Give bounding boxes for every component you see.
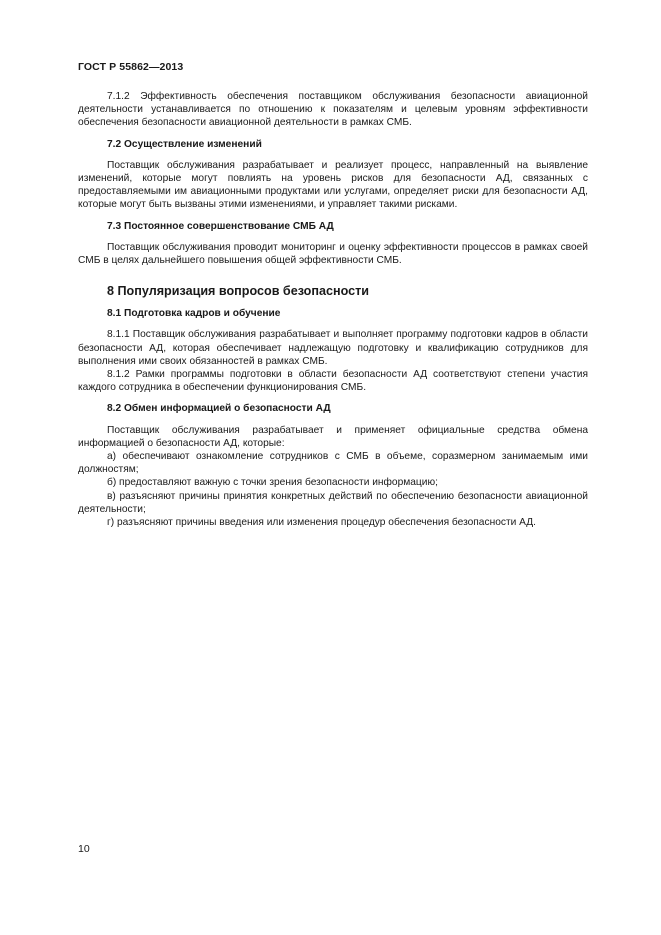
heading-8-1: 8.1 Подготовка кадров и обучение [107, 308, 281, 320]
heading-section-8: 8 Популяризация вопросов безопасности [107, 284, 370, 299]
standard-designation: ГОСТ Р 55862—2013 [78, 61, 184, 73]
list-item-b: б) предоставляют важную с точки зрения безопасности информацию; [107, 477, 438, 489]
paragraph-7-2: Поставщик обслуживания разрабатывает и реализует процесс, направленный на выявление изменений, которые могут повлиять на уровень рисков для безопасности АД, связанных с предоставляемыми им авиационными продуктами или услугами, определяет риски для безопасности АД, которые могут быть вызваны этими изменениями, и управляет такими рисками. [78, 159, 588, 211]
paragraph-7-3: Поставщик обслуживания проводит мониторинг и оценку эффективности процессов в рамках своей СМБ в целях дальнейшего повышения общей эффективности СМБ. [78, 241, 588, 267]
paragraph-7-1-2: 7.1.2 Эффективность обеспечения поставщиком обслуживания безопасности авиационной деятельности устанавливается по отношению к показателям и целевым уровням эффективности обеспечения безопасности авиационной деятельности в рамках СМБ. [78, 91, 588, 129]
paragraph-8-2: Поставщик обслуживания разрабатывает и применяет официальные средства обмена информацией о безопасности АД, которые: [78, 424, 588, 449]
paragraph-8-1-2: 8.1.2 Рамки программы подготовки в области безопасности АД соответствуют степени участия каждого сотрудника в обеспечении функционирования СМБ. [78, 369, 588, 394]
list-item-a: а) обеспечивают ознакомление сотрудников с СМБ в объеме, соразмерном занимаемым ими должностям; [78, 451, 588, 476]
heading-8-2: 8.2 Обмен информацией о безопасности АД [107, 403, 331, 415]
list-item-g: г) разъясняют причины введения или изменения процедур обеспечения безопасности АД. [107, 517, 537, 529]
page-number: 10 [78, 843, 90, 855]
heading-7-3: 7.3 Постоянное совершенствование СМБ АД [107, 220, 334, 232]
heading-7-2: 7.2 Осуществление изменений [107, 138, 262, 150]
list-item-v: в) разъясняют причины принятия конкретных действий по обеспечению безопасности авиационной деятельности; [78, 490, 588, 515]
paragraph-8-1-1: 8.1.1 Поставщик обслуживания разрабатывает и выполняет программу подготовки кадров в области безопасности АД, которая обеспечивает надлежащую подготовку и квалификацию сотрудников для выполнения ими своих обязанностей в рамках СМБ. [78, 329, 588, 367]
page-body [78, 90, 588, 529]
